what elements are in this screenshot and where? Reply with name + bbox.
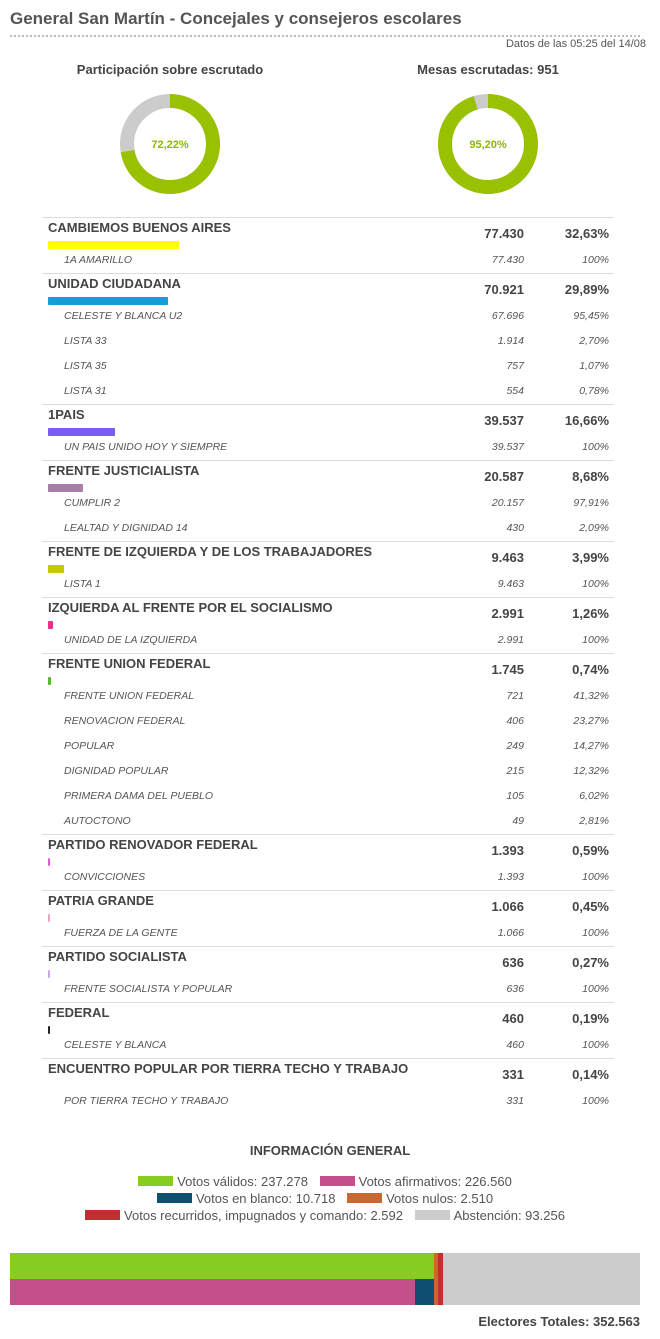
mesas-title: Mesas escrutadas: 951 xyxy=(417,62,559,77)
party-percent: 0,59% xyxy=(572,843,609,858)
party-name: FEDERAL xyxy=(48,1005,110,1020)
participation-value: 72,22% xyxy=(151,139,189,151)
legend-label: Votos recurridos, impugnados y comando: 2.592 xyxy=(124,1208,403,1223)
party-name: FRENTE JUSTICIALISTA xyxy=(48,463,200,478)
list-votes: 1.914 xyxy=(497,335,524,347)
legend-swatch xyxy=(157,1193,192,1203)
list-name: LISTA 31 xyxy=(64,385,107,397)
list-row xyxy=(42,491,614,516)
party-name: PARTIDO SOCIALISTA xyxy=(48,949,187,964)
info-title: INFORMACIÓN GENERAL xyxy=(249,1143,411,1158)
list-votes: 406 xyxy=(506,715,524,727)
party-name: ENCUENTRO POPULAR POR TIERRA TECHO Y TRABAJO xyxy=(48,1061,409,1076)
party-votes: 1.393 xyxy=(491,843,524,858)
party-percent: 16,66% xyxy=(564,413,609,428)
list-row xyxy=(42,759,614,784)
list-votes: 105 xyxy=(506,790,524,802)
party-block xyxy=(42,217,614,273)
party-percent: 1,26% xyxy=(572,606,609,621)
list-row xyxy=(42,329,614,354)
party-name: UNIDAD CIUDADANA xyxy=(48,276,181,291)
legend-swatch xyxy=(85,1210,120,1220)
list-name: LEALTAD Y DIGNIDAD 14 xyxy=(64,522,188,534)
legend-item xyxy=(415,1208,565,1223)
list-percent: 95,45% xyxy=(573,310,609,322)
party-block xyxy=(42,653,614,834)
list-row xyxy=(42,572,614,597)
stacked-totals-chart xyxy=(10,1253,640,1305)
party-percent: 8,68% xyxy=(572,469,609,484)
party-percent: 32,63% xyxy=(564,226,609,241)
list-name: FUERZA DE LA GENTE xyxy=(64,927,178,939)
list-percent: 100% xyxy=(582,983,609,995)
party-name: CAMBIEMOS BUENOS AIRES xyxy=(48,220,231,235)
party-votes: 1.745 xyxy=(491,662,524,677)
party-votes: 39.537 xyxy=(484,413,524,428)
list-name: FRENTE UNION FEDERAL xyxy=(64,690,195,702)
stacked-bar-segment xyxy=(10,1279,415,1305)
list-percent: 100% xyxy=(582,441,609,453)
stacked-bar-segment xyxy=(443,1253,610,1279)
list-percent: 100% xyxy=(582,578,609,590)
legend-line xyxy=(0,1174,650,1191)
list-votes: 77.430 xyxy=(491,254,524,266)
party-block xyxy=(42,597,614,653)
list-votes: 757 xyxy=(506,360,524,372)
party-name: FRENTE DE IZQUIERDA Y DE LOS TRABAJADORES xyxy=(48,544,373,559)
list-row xyxy=(42,354,614,379)
list-row xyxy=(42,734,614,759)
list-name: LISTA 33 xyxy=(64,335,107,347)
party-votes: 2.991 xyxy=(491,606,524,621)
legend-swatch xyxy=(415,1210,450,1220)
participation-donut xyxy=(40,62,300,199)
mesas-donut-chart xyxy=(433,89,543,199)
list-votes: 67.696 xyxy=(491,310,524,322)
list-name: CELESTE Y BLANCA U2 xyxy=(64,310,183,322)
list-votes: 1.066 xyxy=(497,927,524,939)
legend-label: Abstención: 93.256 xyxy=(453,1208,565,1223)
list-votes: 430 xyxy=(506,522,524,534)
party-votes: 636 xyxy=(502,955,524,970)
list-name: LISTA 1 xyxy=(64,578,101,590)
list-name: PRIMERA DAMA DEL PUEBLO xyxy=(64,790,213,802)
list-name: FRENTE SOCIALISTA Y POPULAR xyxy=(64,983,233,995)
legend-label: Votos nulos: 2.510 xyxy=(386,1191,494,1206)
list-name: POR TIERRA TECHO Y TRABAJO xyxy=(64,1095,229,1107)
party-percent: 0,19% xyxy=(572,1011,609,1026)
legend-label: Votos afirmativos: 226.560 xyxy=(358,1174,512,1189)
list-row xyxy=(42,977,614,1002)
legend-swatch xyxy=(138,1176,173,1186)
legend-label: Votos en blanco: 10.718 xyxy=(195,1191,336,1206)
party-block xyxy=(42,460,614,541)
legend-item xyxy=(157,1191,336,1206)
list-votes: 554 xyxy=(506,385,524,397)
party-name: PARTIDO RENOVADOR FEDERAL xyxy=(48,837,258,852)
list-row xyxy=(42,921,614,946)
list-votes: 460 xyxy=(506,1039,524,1051)
party-name: FRENTE UNION FEDERAL xyxy=(48,656,211,671)
list-percent: 14,27% xyxy=(573,740,609,752)
party-votes: 460 xyxy=(502,1011,524,1026)
list-votes: 721 xyxy=(506,690,524,702)
party-block xyxy=(42,890,614,946)
mesas-donut xyxy=(358,62,618,199)
legend-line xyxy=(0,1191,650,1208)
info-legend xyxy=(0,1174,650,1225)
list-percent: 2,81% xyxy=(579,815,609,827)
legend-swatch xyxy=(347,1193,382,1203)
party-block xyxy=(42,834,614,890)
party-votes: 9.463 xyxy=(491,550,524,565)
list-name: POPULAR xyxy=(64,740,115,752)
list-percent: 6,02% xyxy=(579,790,609,802)
list-percent: 0,78% xyxy=(579,385,609,397)
party-votes: 77.430 xyxy=(484,226,524,241)
electores-totales: Electores Totales: 352.563 xyxy=(478,1314,640,1329)
list-name: CELESTE Y BLANCA xyxy=(64,1039,167,1051)
party-percent: 3,99% xyxy=(572,550,609,565)
update-timestamp: Datos de las 05:25 del 14/08 xyxy=(505,38,646,50)
list-name: AUTOCTONO xyxy=(64,815,131,827)
mesas-value: 95,20% xyxy=(469,139,507,151)
list-name: CUMPLIR 2 xyxy=(64,497,121,509)
party-percent: 0,27% xyxy=(572,955,609,970)
list-name: CONVICCIONES xyxy=(64,871,146,883)
list-percent: 2,70% xyxy=(579,335,609,347)
list-percent: 100% xyxy=(582,927,609,939)
list-votes: 2.991 xyxy=(497,634,524,646)
list-row xyxy=(42,1033,614,1058)
list-percent: 100% xyxy=(582,254,609,266)
list-name: DIGNIDAD POPULAR xyxy=(64,765,169,777)
legend-item xyxy=(138,1174,308,1189)
legend-item xyxy=(320,1174,512,1189)
list-row xyxy=(42,248,614,273)
party-percent: 0,45% xyxy=(572,899,609,914)
party-block xyxy=(42,541,614,597)
list-votes: 636 xyxy=(506,983,524,995)
party-block xyxy=(42,273,614,404)
list-name: RENOVACION FEDERAL xyxy=(64,715,186,727)
list-percent: 100% xyxy=(582,634,609,646)
party-block xyxy=(42,404,614,460)
list-votes: 249 xyxy=(506,740,524,752)
party-votes: 1.066 xyxy=(491,899,524,914)
list-votes: 331 xyxy=(506,1095,524,1107)
participation-donut-chart xyxy=(115,89,225,199)
list-percent: 12,32% xyxy=(573,765,609,777)
list-name: LISTA 35 xyxy=(64,360,107,372)
party-percent: 29,89% xyxy=(564,282,609,297)
list-row xyxy=(42,435,614,460)
stacked-bar-segment xyxy=(443,1279,610,1305)
party-votes: 331 xyxy=(502,1067,524,1082)
legend-label: Votos válidos: 237.278 xyxy=(177,1174,308,1189)
list-row xyxy=(42,865,614,890)
list-row xyxy=(42,516,614,541)
legend-swatch xyxy=(320,1176,355,1186)
list-votes: 215 xyxy=(506,765,524,777)
list-row xyxy=(42,1089,614,1114)
list-percent: 97,91% xyxy=(573,497,609,509)
legend-item xyxy=(347,1191,493,1206)
list-row xyxy=(42,709,614,734)
list-votes: 1.393 xyxy=(497,871,524,883)
list-percent: 41,32% xyxy=(573,690,609,702)
list-percent: 100% xyxy=(582,1039,609,1051)
party-name: 1PAIS xyxy=(48,407,85,422)
list-votes: 9.463 xyxy=(497,578,524,590)
list-row xyxy=(42,784,614,809)
legend-item xyxy=(85,1208,403,1223)
list-percent: 1,07% xyxy=(579,360,609,372)
results-table xyxy=(42,217,614,1114)
legend-line xyxy=(0,1208,650,1225)
list-votes: 39.537 xyxy=(491,441,524,453)
stacked-bar-segment xyxy=(415,1279,434,1305)
list-row xyxy=(42,304,614,329)
list-row xyxy=(42,628,614,653)
participation-title: Participación sobre escrutado xyxy=(76,62,264,77)
party-votes: 70.921 xyxy=(484,282,524,297)
list-row xyxy=(42,379,614,404)
party-percent: 0,14% xyxy=(572,1067,609,1082)
list-percent: 100% xyxy=(582,1095,609,1107)
list-name: 1A AMARILLO xyxy=(64,254,133,266)
list-percent: 2,09% xyxy=(579,522,609,534)
stacked-bar-segment xyxy=(10,1253,434,1279)
list-row xyxy=(42,809,614,834)
party-name: PATRIA GRANDE xyxy=(48,893,154,908)
list-name: UN PAIS UNIDO HOY Y SIEMPRE xyxy=(64,441,228,453)
list-row xyxy=(42,684,614,709)
party-block xyxy=(42,1058,614,1114)
party-block xyxy=(42,946,614,1002)
party-votes: 20.587 xyxy=(484,469,524,484)
party-name: IZQUIERDA AL FRENTE POR EL SOCIALISMO xyxy=(48,600,333,615)
list-votes: 20.157 xyxy=(491,497,524,509)
list-percent: 100% xyxy=(582,871,609,883)
party-percent: 0,74% xyxy=(572,662,609,677)
party-block xyxy=(42,1002,614,1058)
list-name: UNIDAD DE LA IZQUIERDA xyxy=(64,634,198,646)
page-title: General San Martín - Concejales y consejeros escolares xyxy=(10,9,640,37)
list-percent: 23,27% xyxy=(573,715,609,727)
list-votes: 49 xyxy=(512,815,524,827)
